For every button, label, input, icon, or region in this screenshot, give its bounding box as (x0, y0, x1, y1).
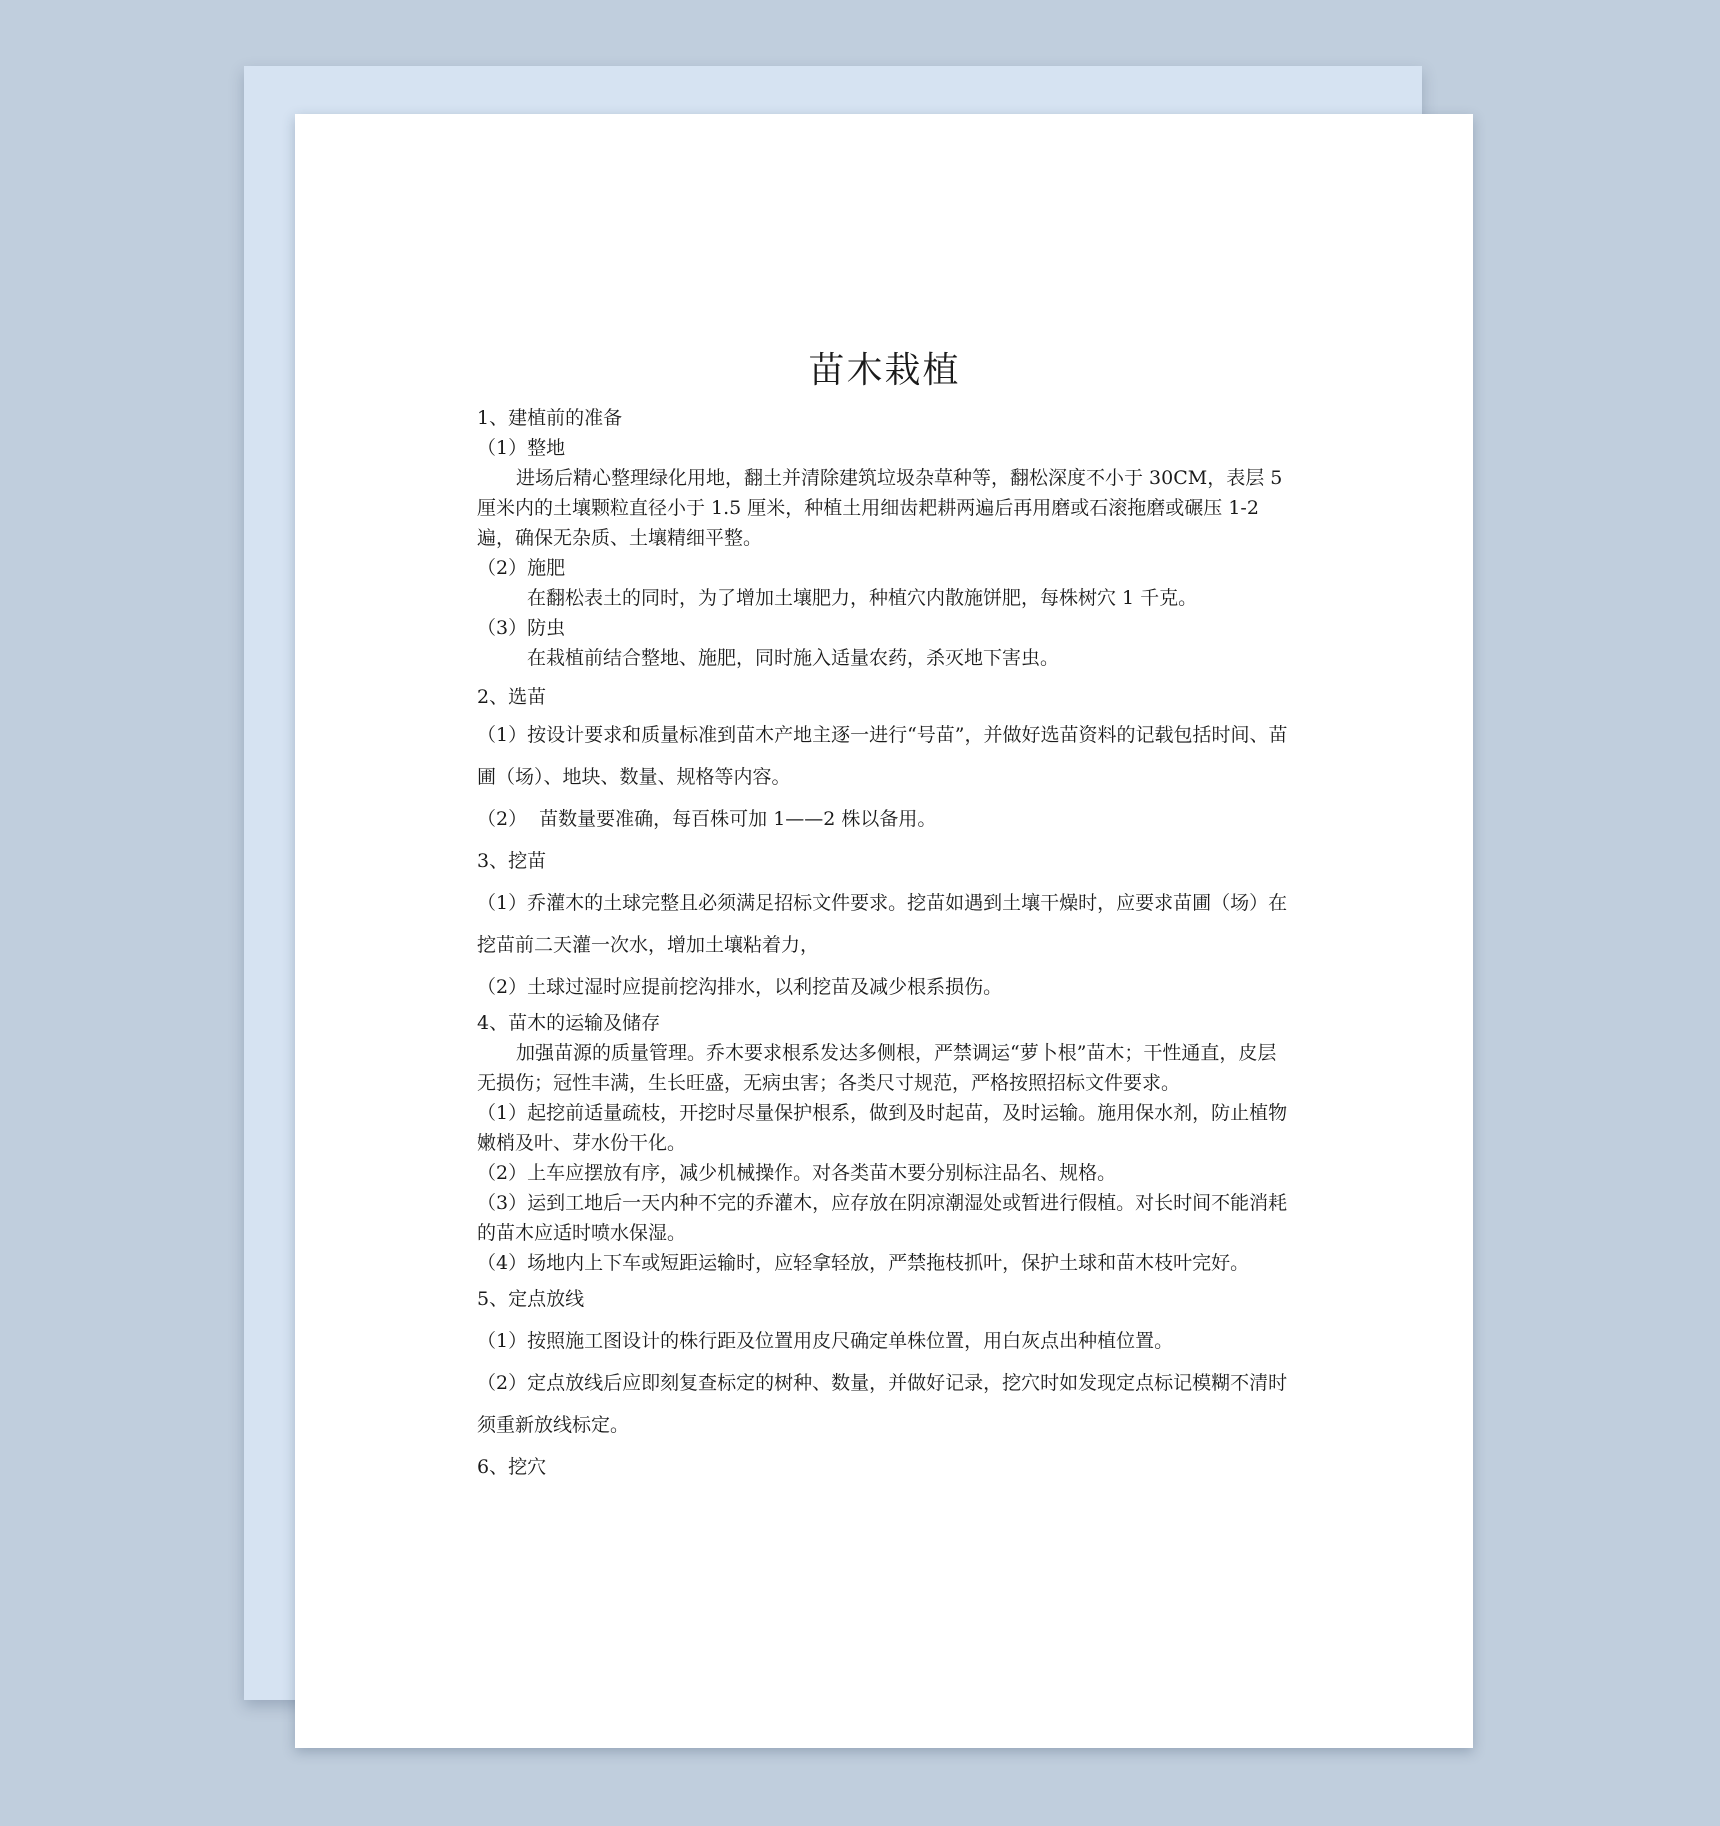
section-heading: 2、选苗 (477, 686, 547, 708)
front-page-sheet (295, 114, 1473, 1748)
subsection-heading: （2）施肥 (477, 557, 566, 579)
body-paragraph: （3）运到工地后一天内种不完的乔灌木，应存放在阴凉潮湿处或暂进行假植。对长时间不能消耗的苗木应适时喷水保湿。 (477, 1192, 1288, 1244)
body-paragraph: 进场后精心整理绿化用地，翻土并清除建筑垃圾杂草种等，翻松深度不小于 30CM，表层 5 厘米内的土壤颗粒直径小于 1.5 厘米，种植土用细齿耙耕两遍后再用磨或石滚拖磨或碾压 1-2 遍，确保无杂质、土壤精细平整。 (477, 467, 1289, 549)
body-paragraph: 加强苗源的质量管理。乔木要求根系发达多侧根，严禁调运“萝卜根”苗木；干性通直，皮层无损伤；冠性丰满，生长旺盛，无病虫害；各类尺寸规范，严格按照招标文件要求。 (477, 1042, 1277, 1094)
body-paragraph: （2）定点放线后应即刻复查标定的树种、数量，并做好记录，挖穴时如发现定点标记模糊不清时须重新放线标定。 (477, 1372, 1288, 1436)
section-heading: 5、定点放线 (477, 1288, 585, 1310)
body-paragraph: 在栽植前结合整地、施肥，同时施入适量农药，杀灭地下害虫。 (527, 647, 1060, 669)
body-paragraph: （2）上车应摆放有序，减少机械操作。对各类苗木要分别标注品名、规格。 (477, 1162, 1117, 1184)
section-heading: 3、挖苗 (477, 850, 547, 872)
body-paragraph: （2） 苗数量要准确，每百株可加 1——2 株以备用。 (477, 808, 937, 830)
document-title: 苗木栽植 (808, 350, 961, 391)
section-heading: 1、建植前的准备 (477, 407, 623, 429)
document-body (477, 342, 1292, 1488)
subsection-heading: （1）整地 (477, 437, 566, 459)
section-heading: 6、挖穴 (477, 1456, 547, 1478)
body-paragraph: 在翻松表土的同时，为了增加土壤肥力，种植穴内散施饼肥，每株树穴 1 千克。 (527, 587, 1198, 609)
body-paragraph: （1）起挖前适量疏枝，开挖时尽量保护根系，做到及时起苗，及时运输。施用保水剂，防止植物嫩梢及叶、芽水份干化。 (477, 1102, 1288, 1154)
body-paragraph: （4）场地内上下车或短距运输时，应轻拿轻放，严禁拖枝抓叶，保护土球和苗木枝叶完好。 (477, 1252, 1250, 1274)
body-paragraph: （2）土球过湿时应提前挖沟排水，以利挖苗及减少根系损伤。 (477, 976, 1003, 998)
section-heading: 4、苗木的运输及储存 (477, 1012, 661, 1034)
body-paragraph: （1）按照施工图设计的株行距及位置用皮尺确定单株位置，用白灰点出种植位置。 (477, 1330, 1174, 1352)
body-paragraph: （1）按设计要求和质量标准到苗木产地主逐一进行“号苗”，并做好选苗资料的记载包括时间、苗圃（场）、地块、数量、规格等内容。 (477, 724, 1288, 788)
subsection-heading: （3）防虫 (477, 617, 566, 639)
body-paragraph: （1）乔灌木的土球完整且必须满足招标文件要求。挖苗如遇到土壤干燥时，应要求苗圃（场）在挖苗前二天灌一次水，增加土壤粘着力， (477, 892, 1288, 956)
